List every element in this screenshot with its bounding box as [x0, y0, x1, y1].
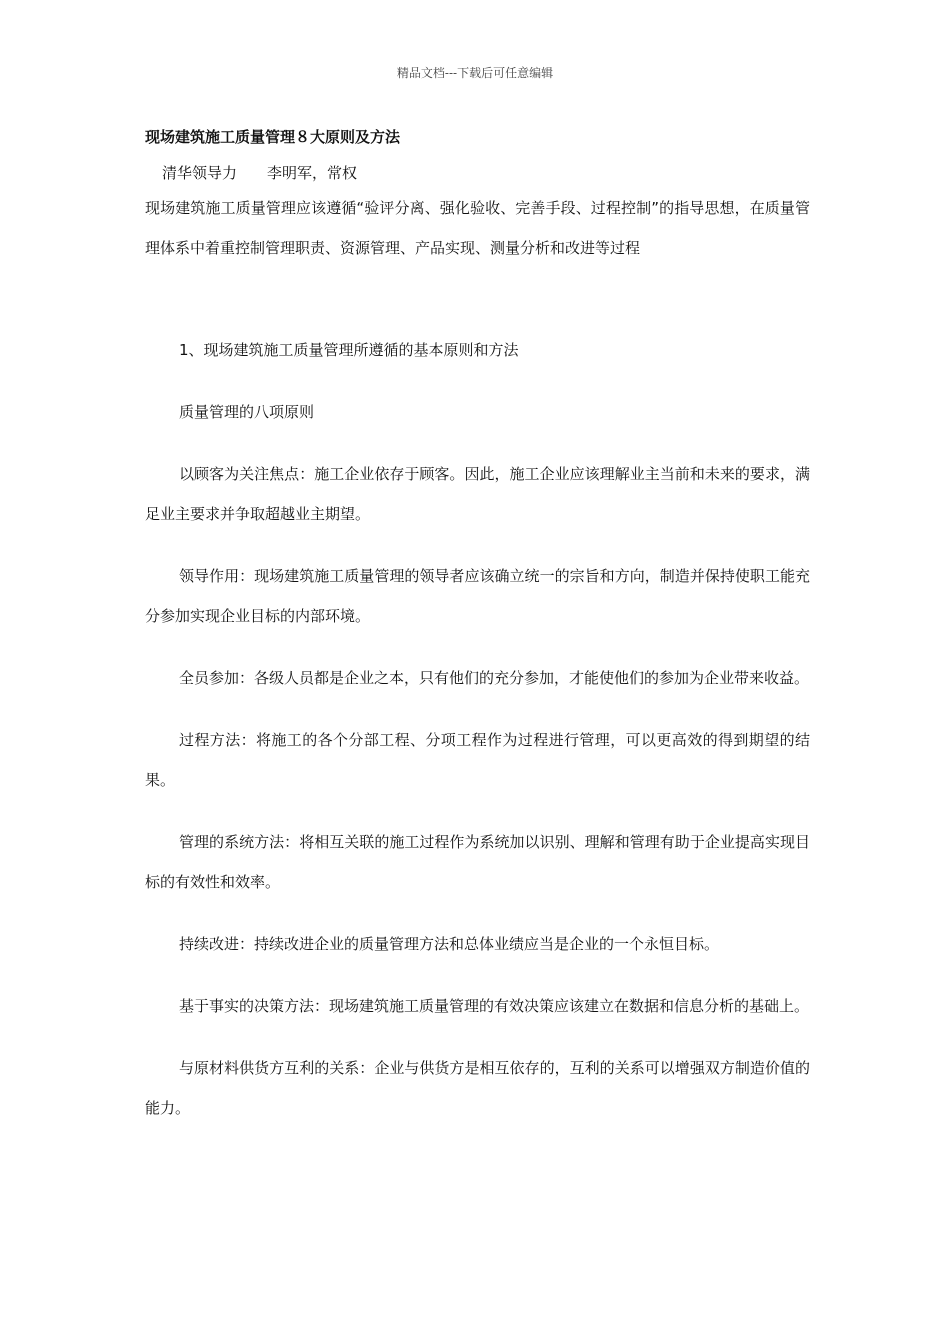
section-heading: 1、现场建筑施工质量管理所遵循的基本原则和方法 — [179, 341, 519, 359]
principle-paragraph: 全员参加：各级人员都是企业之本，只有他们的充分参加，才能使他们的参加为企业带来收益。 — [179, 669, 810, 687]
page-header: 精品文档---下载后可任意编辑 — [396, 66, 554, 80]
principle-paragraph: 持续改进：持续改进企业的质量管理方法和总体业绩应当是企业的一个永恒目标。 — [179, 935, 720, 953]
principle-paragraph: 与原材料供货方互利的关系：企业与供货方是相互依存的，互利的关系可以增强双方制造价值的能力。 — [145, 1059, 810, 1117]
author-byline: 清华领导力 李明军，常权 — [162, 164, 358, 182]
principle-paragraph: 以顾客为关注焦点：施工企业依存于顾客。因此，施工企业应该理解业主当前和未来的要求，满足业主要求并争取超越业主期望。 — [145, 465, 810, 523]
subheading: 质量管理的八项原则 — [179, 403, 315, 421]
principle-paragraph: 管理的系统方法：将相互关联的施工过程作为系统加以识别、理解和管理有助于企业提高实现目标的有效性和效率。 — [145, 833, 810, 891]
intro-paragraph: 现场建筑施工质量管理应该遵循“验评分离、强化验收、完善手段、过程控制”的指导思想，在质量管理体系中着重控制管理职责、资源管理、产品实现、测量分析和改进等过程 — [145, 199, 810, 257]
principle-paragraph: 过程方法：将施工的各个分部工程、分项工程作为过程进行管理，可以更高效的得到期望的结果。 — [145, 731, 810, 789]
principle-paragraph: 领导作用：现场建筑施工质量管理的领导者应该确立统一的宗旨和方向，制造并保持使职工能充分参加实现企业目标的内部环境。 — [145, 567, 810, 625]
document-body — [145, 124, 810, 1128]
principle-paragraph: 基于事实的决策方法：现场建筑施工质量管理的有效决策应该建立在数据和信息分析的基础上。 — [179, 997, 810, 1015]
document-title: 现场建筑施工质量管理８大原则及方法 — [145, 128, 401, 146]
